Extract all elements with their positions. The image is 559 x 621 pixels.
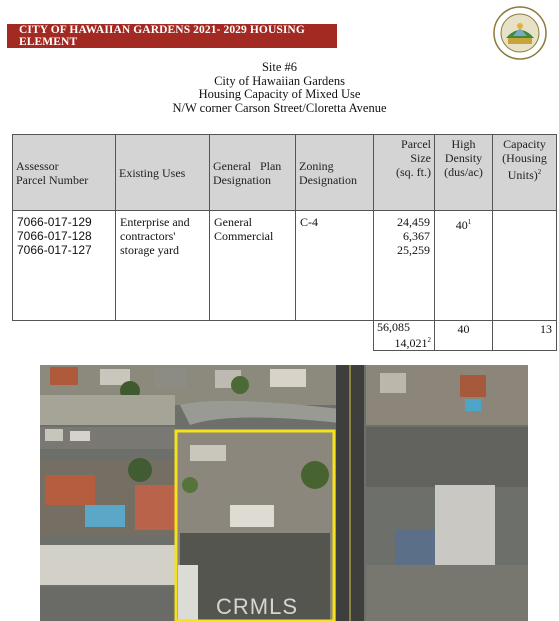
header-existing-uses: Existing Uses — [116, 135, 210, 211]
table-row — [13, 211, 557, 321]
table-header-row — [13, 135, 557, 211]
site-city: City of Hawaiian Gardens — [214, 73, 345, 88]
housing-capacity-table — [12, 134, 557, 351]
banner-title: CITY OF HAWAIIAN GARDENS 2021- 2029 HOUSING ELEMENT — [19, 24, 305, 48]
header-density: High Density (dus/ac) — [435, 135, 493, 211]
cell-capacity — [493, 211, 557, 321]
cell-zoning: C-4 — [296, 211, 374, 321]
cell-density: $40^1$ — [435, 211, 493, 321]
housing-element-banner — [7, 24, 337, 48]
cell-existing-uses: Enterprise and contractors' storage yard — [116, 211, 210, 321]
header-general-plan: General Plan Designation — [210, 135, 296, 211]
site-subtitle: Housing Capacity of Mixed Use — [198, 87, 361, 101]
site-description — [0, 61, 559, 115]
header-parcel-size: Parcel Size (sq. ft.) — [374, 135, 435, 211]
cell-total-capacity: 13 — [493, 321, 557, 351]
cell-general-plan: General Commercial — [210, 211, 296, 321]
header-capacity: Capacity (Housing Units)$^2$ — [493, 135, 557, 211]
header-apn: Assessor Parcel Number — [13, 135, 116, 211]
cell-size-totals: 56,085 14,021$^2$ — [374, 321, 435, 351]
cell-apns: 7066-017-129 7066-017-128 7066-017-127 — [13, 211, 116, 321]
cell-total-density: 40 — [435, 321, 493, 351]
totals-row — [13, 321, 557, 351]
crmls-watermark: CRMLS — [216, 594, 299, 619]
city-seal-icon — [493, 6, 547, 60]
site-number: Site #6 — [261, 60, 298, 74]
aerial-site-photo — [40, 365, 528, 621]
header-zoning: Zoning Designation — [296, 135, 374, 211]
cell-parcel-sizes: 24,459 6,367 25,259 — [374, 211, 435, 321]
site-location: N/W corner Carson Street/Cloretta Avenue — [172, 100, 387, 115]
